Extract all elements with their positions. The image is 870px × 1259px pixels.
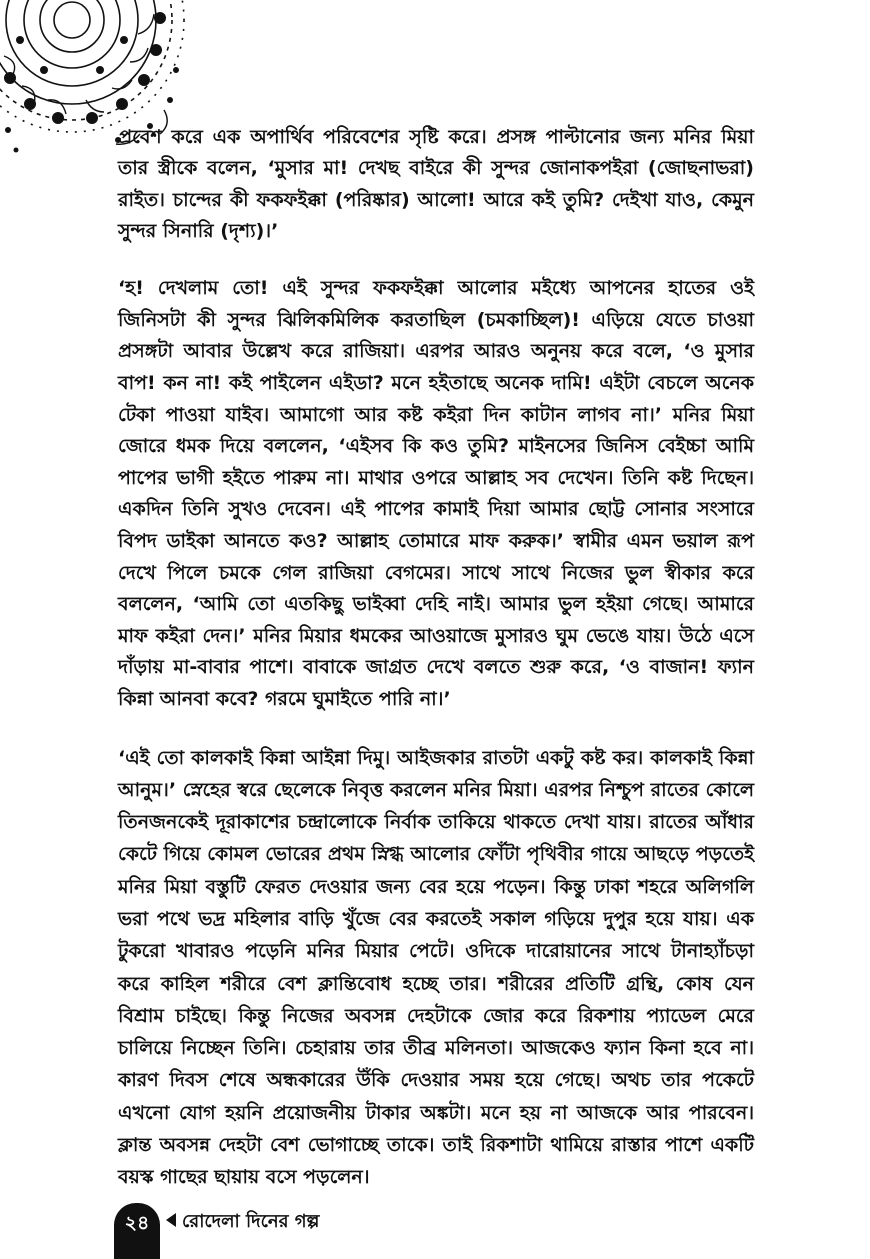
page-number-tab (114, 1203, 160, 1259)
page-footer (0, 1203, 870, 1259)
paragraph: ‘এই তো কালকাই কিন্না আইন্না দিমু। আইজকার রাতটা একটু কষ্ট কর। কালকাই কিন্না আনুম।’ স্নেহের স্বরে ছেলেকে নিবৃত্ত করলেন মনির মিয়া। এরপর নিশ্চুপ রাতের কোলে তিনজনকেই দূরাকাশের চন্দ্রালোকে নির্বাক তাকিয়ে থাকতে দেখা যায়। রাতের আঁধার কেটে গিয়ে কোমল ভোরের প্রথম স্নিগ্ধ আলোর ফোঁটা পৃথিবীর গায়ে আছড়ে পড়তেই মনির মিয়া বস্তুটি ফেরত দেওয়ার জন্য বের হয়ে পড়েন। কিন্তু ঢাকা শহরে অলিগলি ভরা পথে ভদ্র মহিলার বাড়ি খুঁজে বের করতেই সকাল গড়িয়ে দুপুর হয়ে যায়। এক টুকরো খাবারও পড়েনি মনির মিয়ার পেটে। ওদিকে দারোয়ানের সাথে টানাহ্যাঁচড়া করে কাহিল শরীরে বেশ ক্লান্তিবোধ হচ্ছে তার। শরীরের প্রতিটি গ্রন্থি, কোষ যেন বিশ্রাম চাইছে। কিন্তু নিজের অবসন্ন দেহটাকে জোর করে রিকশায় প্যাডেল মেরে চালিয়ে নিচ্ছেন তিনি। চেহারায় তার তীব্র মলিনতা। আজকেও ফ্যান কিনা হবে না। কারণ দিবস শেষে অন্ধকারের উঁকি দেওয়ার সময় হয়ে গেছে। অথচ তার পকেটে এখনো যোগ হয়নি প্রয়োজনীয় টাকার অঙ্কটা। মনে হয় না আজকে আর পারবেন। ক্লান্ত অবসন্ন দেহটা বেশ ভোগাচ্ছে তাকে। তাই রিকশাটা থামিয়ে রাস্তার পাশে একটি বয়স্ক গাছের ছায়ায় বসে পড়লেন। (118, 746, 754, 1189)
paragraph: প্রবেশ করে এক অপার্থিব পরিবেশের সৃষ্টি করে। প্রসঙ্গ পাল্টানোর জন্য মনির মিয়া তার স্ত্রীকে বলেন, ‘মুসার মা! দেখছ বাইরে কী সুন্দর জোনাকপইরা (জোছনাভরা) রাইত। চান্দের কী ফকফইক্কা (পরিষ্কার) আলো! আরে কই তুমি? দেইখা যাও, কেমুন সুন্দর সিনারি (দৃশ্য)।’ (118, 126, 754, 242)
article-body (118, 122, 754, 1220)
book-title: রোদেলা দিনের গল্প (182, 1211, 320, 1232)
page-number: ২৪ (124, 1212, 150, 1234)
triangle-left-icon (166, 1213, 176, 1227)
paragraph: ‘হ! দেখলাম তো! এই সুন্দর ফকফইক্কা আলোর মইধ্যে আপনের হাতের ওই জিনিসটা কী সুন্দর ঝিলিকমিলিক করতাছিল (চমকাচ্ছিল)! এড়িয়ে যেতে চাওয়া প্রসঙ্গটা আবার উল্লেখ করে রাজিয়া। এরপর আরও অনুনয় করে বলে, ‘ও মুসার বাপ! কন না! কই পাইলেন এইডা? মনে হইতাছে অনেক দামি! এইটা বেচলে অনেক টেকা পাওয়া যাইব। আমাগো আর কষ্ট কইরা দিন কাটান লাগব না।’ মনির মিয়া জোরে ধমক দিয়ে বললেন, ‘এইসব কি কও তুমি? মাইনসের জিনিস বেইচ্চা আমি পাপের ভাগী হইতে পারুম না। মাথার ওপরে আল্লাহ সব দেখেন। তিনি কষ্ট দিছেন। একদিন তিনি সুখও দেবেন। এই পাপের কামাই দিয়া আমার ছোট্ট সোনার সংসারে বিপদ ডাইকা আনতে কও? আল্লাহ তোমারে মাফ করুক।’ স্বামীর এমন ভয়াল রূপ দেখে পিলে চমকে গেল রাজিয়া বেগমের। সাথে সাথে নিজের ভুল স্বীকার করে বললেন, ‘আমি তো এতকিছু ভাইব্বা দেহি নাই। আমার ভুল হইয়া গেছে। আমারে মাফ কইরা দেন।’ মনির মিয়ার ধমকের আওয়াজে মুসারও ঘুম ভেঙে যায়। উঠে এসে দাঁড়ায় মা-বাবার পাশে। বাবাকে জাগ্রত দেখে বলতে শুরু করে, ‘ও বাজান! ফ্যান কিন্না আনবা কবে? গরমে ঘুমাইতে পারি না।’ (118, 277, 754, 710)
